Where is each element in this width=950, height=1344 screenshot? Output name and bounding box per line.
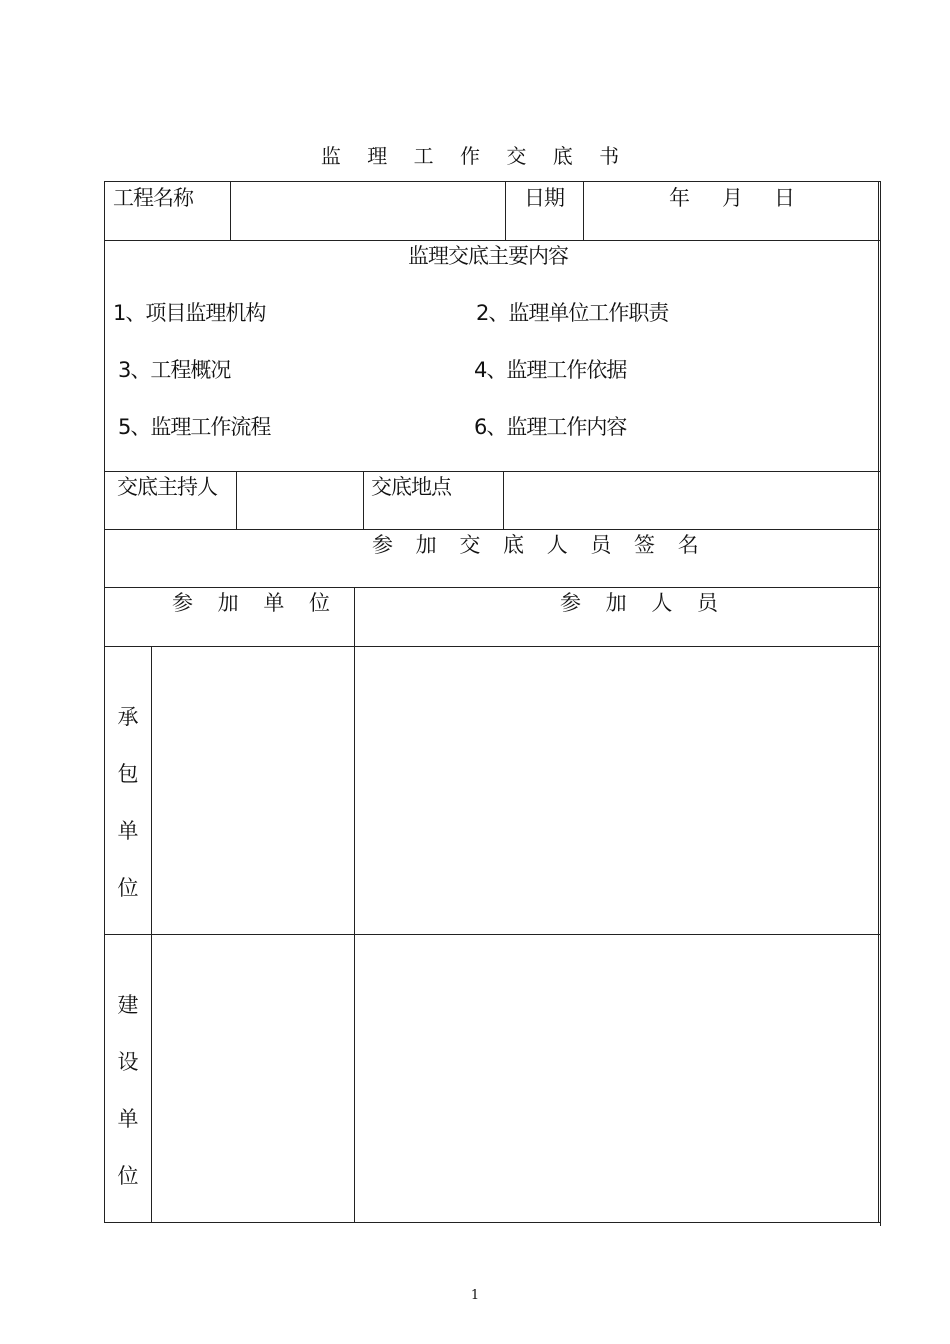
cell-divider [363, 471, 364, 529]
page-number: 1 [470, 1288, 480, 1303]
table-row-divider [104, 646, 880, 647]
table-row-divider [104, 471, 880, 472]
contractor-people-field[interactable] [356, 648, 877, 933]
content-heading: 监理交底主要内容 [408, 244, 568, 268]
contractor-unit-field[interactable] [153, 648, 353, 933]
host-field[interactable] [238, 473, 362, 528]
content-item: 1、项目监理机构 [113, 301, 266, 325]
table-row-divider [104, 934, 880, 935]
cell-divider [151, 646, 152, 1223]
unit-column-header: 参 加 单 位 [172, 591, 340, 615]
month-label: 月 [722, 186, 742, 210]
content-item: 4、监理工作依据 [474, 358, 627, 382]
table-border-bottom [104, 1222, 880, 1223]
table-border-right [878, 181, 879, 1223]
day-label: 日 [774, 186, 794, 210]
cell-divider [503, 471, 504, 529]
cell-divider [583, 181, 584, 240]
location-field[interactable] [505, 473, 877, 528]
signature-heading: 参 加 交 底 人 员 签 名 [372, 533, 707, 557]
cell-divider [354, 587, 355, 1223]
table-border-top [104, 181, 880, 182]
owner-people-field[interactable] [356, 936, 877, 1221]
year-label: 年 [669, 186, 689, 210]
document-title: 监 理 工 作 交 底 书 [320, 144, 630, 168]
owner-unit-label: 建 设 单 位 [117, 993, 139, 1188]
project-name-field[interactable] [232, 183, 503, 239]
owner-unit-field[interactable] [153, 936, 353, 1221]
content-item: 2、监理单位工作职责 [476, 301, 669, 325]
content-item: 5、监理工作流程 [118, 415, 271, 439]
contractor-unit-label: 承 包 单 位 [117, 705, 139, 900]
content-item: 6、监理工作内容 [474, 415, 627, 439]
location-label: 交底地点 [371, 475, 451, 499]
date-label: 日期 [524, 186, 564, 210]
people-column-header: 参 加 人 员 [560, 591, 728, 615]
table-border-right-outer [880, 181, 881, 1226]
content-item: 3、工程概况 [118, 358, 231, 382]
project-name-label: 工程名称 [113, 186, 193, 210]
cell-divider [230, 181, 231, 240]
table-border-left [104, 181, 105, 1223]
cell-divider [505, 181, 506, 240]
cell-divider [236, 471, 237, 529]
host-label: 交底主持人 [117, 475, 217, 499]
